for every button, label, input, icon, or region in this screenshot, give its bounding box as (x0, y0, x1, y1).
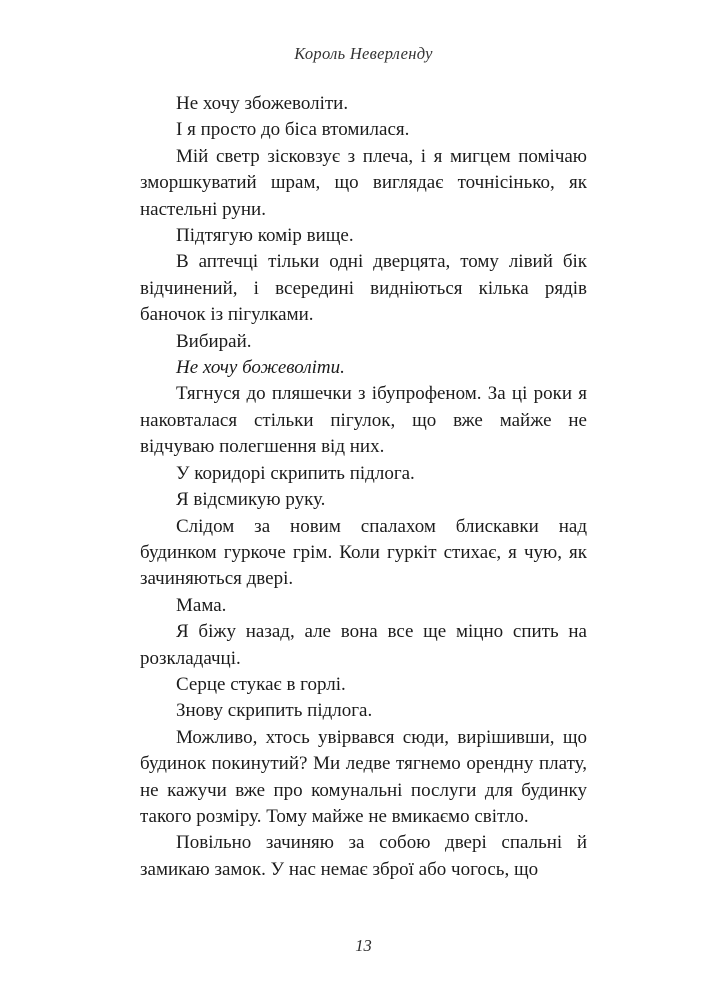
paragraph: Не хочу збожеволіти. (176, 93, 349, 114)
paragraph: Підтягую комір вище. (176, 225, 354, 247)
paragraph: Знову скрипить підлога. (176, 700, 373, 722)
body-text (140, 91, 587, 883)
paragraph: Мій светр зісковзує з плеча, і я мигцем помічаю зморшкуватий шрам, що виглядає точнісінько, як настельні руни. (140, 145, 587, 220)
paragraph: Мама. (176, 594, 227, 616)
page-number: 13 (355, 936, 372, 955)
paragraph: Слідом за новим спалахом блискавки над будинком гуркоче грім. Коли гуркіт стихає, я чую, як зачиняються двері. (140, 515, 587, 590)
paragraph: Вибирай. (176, 330, 252, 352)
paragraph: Я біжу назад, але вона все ще міцно спить на розкладачці. (140, 621, 587, 669)
paragraph: Я відсмикую руку. (176, 489, 326, 511)
running-header: Король Неверленду (294, 44, 433, 63)
paragraph: Повільно зачиняю за собою двері спальні й замикаю замок. У нас немає зброї або чогось, що (140, 832, 587, 880)
paragraph: Не хочу божеволіти. (176, 357, 345, 379)
paragraph: У коридорі скрипить підлога. (176, 462, 415, 484)
paragraph: В аптечці тільки одні дверцята, тому лівий бік відчинений, і всередині видніються кілька рядів баночок із пігулками. (140, 251, 587, 326)
paragraph: Тягнуся до пляшечки з ібупрофеном. За ці роки я наковталася стільки пігулок, що вже майже не відчуваю полегшення від них. (140, 383, 587, 458)
paragraph: Можливо, хтось увірвався сюди, вирішивши, що будинок покинутий? Ми ледве тягнемо орендну плату, не кажучи вже про комунальні послуги для будинку такого розміру. Тому майже не вмикаємо світло. (140, 726, 587, 827)
paragraph: Серце стукає в горлі. (176, 673, 346, 695)
paragraph: І я просто до біса втомилася. (176, 119, 410, 141)
